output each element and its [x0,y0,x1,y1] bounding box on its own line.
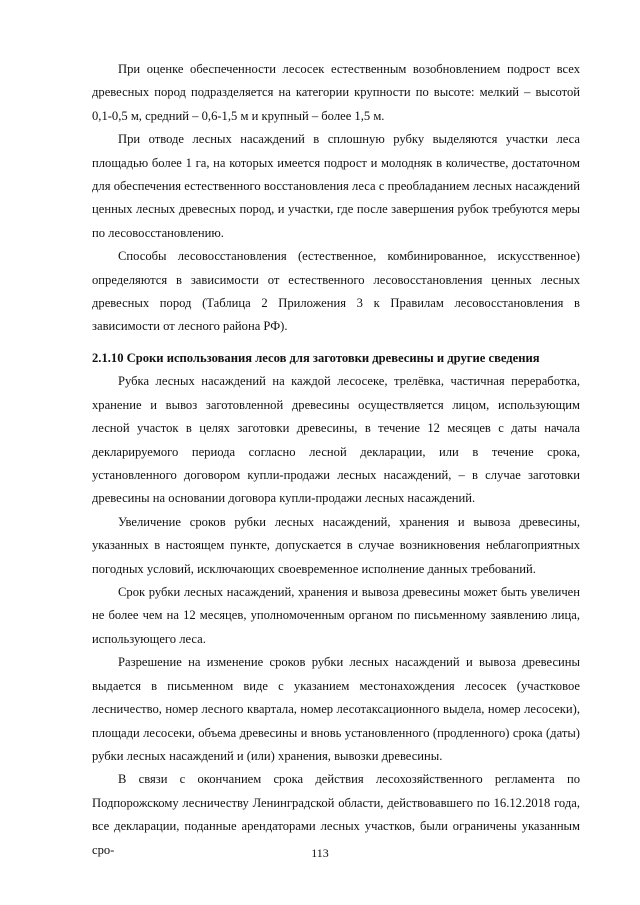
paragraph-logging-terms: Рубка лесных насаждений на каждой лесосеке, трелёвка, частичная переработка, хранение и вывоз заготовленной древесины осуществляется лицом, использующим лесной участок в целях заготовки древесины, в течение 12 месяцев с даты начала декларируемого периода согласно лесной декларации, или в течение срока, установленного договором купли-продажи лесных насаждений, – в случае заготовки древесины на основании договора купли-продажи лесных насаждений. [92,374,580,506]
paragraph-clear-cutting-allocation: При отводе лесных насаждений в сплошную рубку выделяются участки леса площадью более 1 га, на которых имеется подрост и молодняк в количестве, достаточном для обеспечения естественного восстановления леса с преобладанием лесных насаждений ценных лесных древесных пород, и участки, где после завершения рубок требуются меры по лесовосстановлению. [92,132,580,240]
text-block-section [92,347,580,862]
paragraph-term-extension-conditions: Увеличение сроков рубки лесных насаждений, хранения и вывоза древесины, указанных в настоящем пункте, допускается в случае возникновения неблагоприятных погодных условий, исключающих своевременное исполнение данных требований. [92,514,580,576]
paragraph-permission-details: Разрешение на изменение сроков рубки лесных насаждений и вывоза древесины выдается в письменном виде с указанием местонахождения лесосек (участковое лесничество, номер лесного квартала, номер лесотаксационного выдела, номер лесосеки), площади лесосеки, объема древесины и вновь установленного (продленного) срока (даты) рубки лесных насаждений и (или) хранения, вывозки древесины. [92,655,580,763]
paragraph-regulation-expiry: В связи с окончанием срока действия лесохозяйственного регламента по Подпорожскому лесничеству Ленинградской области, действовавшего по 16.12.2018 года, все декларации, поданные арендаторами лесных участков, были ограничены указанным сро- [92,772,580,857]
section-heading: 2.1.10 Сроки использования лесов для заготовки древесины и другие сведения [92,351,540,365]
paragraph-term-extension-limit: Срок рубки лесных насаждений, хранения и вывоза древесины может быть увеличен не более чем на 12 месяцев, уполномоченным органом по письменному заявлению лица, использующего леса. [92,585,580,646]
page-number: 113 [311,846,329,860]
text-block-upper [92,58,580,339]
paragraph-reforestation-methods: Способы лесовосстановления (естественное, комбинированное, искусственное) определяются в зависимости от естественного лесовосстановления ценных лесных древесных пород (Таблица 2 Приложения 3 к Правилам лесовосстановления в зависимости от лесного района РФ). [92,249,580,334]
paragraph-undergrowth-categories: При оценке обеспеченности лесосек естественным возобновлением подрост всех древесных пород подразделяется на категории крупности по высоте: мелкий – высотой 0,1-0,5 м, средний – 0,6-1,5 м и крупный – более 1,5 м. [92,62,580,123]
